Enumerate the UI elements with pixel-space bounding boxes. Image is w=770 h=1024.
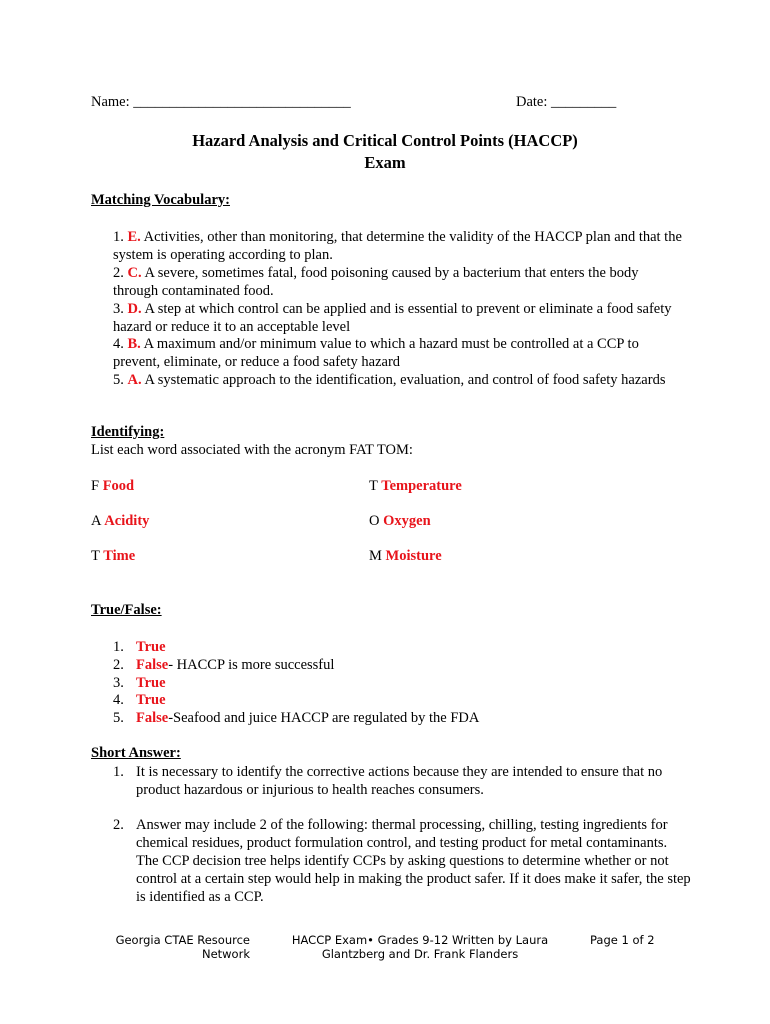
fattom-word: Acidity <box>104 513 150 529</box>
page-number: Page 1 of 2 <box>590 933 655 947</box>
fattom-word: Food <box>102 478 135 494</box>
fattom-letter: T <box>369 478 378 494</box>
vocab-definition: A maximum and/or minimum value to which a hazard must be controlled at a CCP to prevent, eliminate, or reduce a food safety hazard <box>113 336 639 370</box>
name-field-label: Name: ______________________________ <box>91 94 351 110</box>
sa-text: Answer may include 2 of the following: thermal processing, chilling, testing ingredients for chemical residues, product formulation control, and testing product for metal contaminants. The CCP decision tree helps identify CCPs by asking questions to determine whether or not control at a certain step would help in making the product safer. If it does make it safer, the step is identified as a CCP. <box>136 817 691 905</box>
short-answer-item <box>113 763 693 799</box>
vocab-definition: A step at which control can be applied and is essential to prevent or eliminate a food safety hazard or reduce it to an acceptable level <box>113 301 672 335</box>
tf-number: 4. <box>113 692 124 708</box>
sa-number: 1. <box>113 764 124 780</box>
true-false-heading: True/False: <box>91 602 162 618</box>
fattom-item <box>369 513 431 530</box>
fattom-item <box>369 548 442 565</box>
tf-answer: True <box>136 675 166 691</box>
true-false-item <box>113 691 166 709</box>
vocab-answer: A. <box>127 372 142 388</box>
vocab-answer: C. <box>127 265 142 281</box>
vocab-item-5 <box>113 371 683 389</box>
tf-answer: False <box>136 657 169 673</box>
fattom-letter: T <box>91 548 100 564</box>
tf-number: 3. <box>113 675 124 691</box>
title-line-2: Exam <box>364 153 406 172</box>
page-title <box>0 130 770 174</box>
tf-answer: True <box>136 639 166 655</box>
vocab-definition: A systematic approach to the identification, evaluation, and control of food safety hazards <box>144 372 666 388</box>
vocab-answer: D. <box>127 301 142 317</box>
tf-note: - HACCP is more successful <box>168 657 335 673</box>
sa-number: 2. <box>113 817 124 833</box>
tf-number: 1. <box>113 639 124 655</box>
vocab-item-4 <box>113 335 683 371</box>
vocab-item-2 <box>113 264 683 300</box>
identifying-prompt: List each word associated with the acronym FAT TOM: <box>91 442 413 458</box>
footer-left: Georgia CTAE Resource Network <box>115 933 250 961</box>
fattom-item <box>91 513 149 530</box>
vocab-number: 5. <box>113 372 124 388</box>
matching-vocabulary-heading: Matching Vocabulary: <box>91 192 230 208</box>
sa-text: It is necessary to identify the corrective actions because they are intended to ensure that no product hazardous or injurious to health reaches consumers. <box>136 764 663 798</box>
true-false-item <box>113 638 166 656</box>
true-false-item <box>113 656 334 674</box>
vocab-definition: Activities, other than monitoring, that determine the validity of the HACCP plan and that the system is operating according to plan. <box>113 229 682 263</box>
short-answer-item <box>113 816 693 906</box>
fattom-word: Time <box>103 548 136 564</box>
identifying-heading: Identifying: <box>91 424 165 440</box>
vocab-definition: A severe, sometimes fatal, food poisoning caused by a bacterium that enters the body through contaminated food. <box>113 265 639 299</box>
tf-note: -Seafood and juice HACCP are regulated by the FDA <box>168 710 480 726</box>
fattom-letter: M <box>369 548 382 564</box>
fattom-item <box>91 478 134 495</box>
date-field-label: Date: _________ <box>516 94 617 110</box>
fattom-letter: F <box>91 478 100 494</box>
footer-center: HACCP Exam• Grades 9-12 Written by Laura Glantzberg and Dr. Frank Flanders <box>291 933 549 961</box>
vocab-item-1 <box>113 228 683 264</box>
true-false-item <box>113 709 479 727</box>
fattom-word: Moisture <box>385 548 442 564</box>
vocab-number: 1. <box>113 229 124 245</box>
fattom-word: Oxygen <box>383 513 431 529</box>
fattom-letter: A <box>91 513 101 529</box>
vocab-answer: B. <box>127 336 141 352</box>
tf-number: 5. <box>113 710 124 726</box>
fattom-item <box>91 548 135 565</box>
short-answer-heading: Short Answer: <box>91 745 181 761</box>
vocab-number: 2. <box>113 265 124 281</box>
tf-answer: True <box>136 692 166 708</box>
tf-answer: False <box>136 710 169 726</box>
vocab-number: 4. <box>113 336 124 352</box>
fattom-item <box>369 478 462 495</box>
title-line-1: Hazard Analysis and Critical Control Points (HACCP) <box>192 131 578 150</box>
fattom-letter: O <box>369 513 380 529</box>
tf-number: 2. <box>113 657 124 673</box>
true-false-item <box>113 674 166 692</box>
vocab-number: 3. <box>113 301 124 317</box>
fattom-word: Temperature <box>381 478 462 494</box>
vocab-answer: E. <box>127 229 141 245</box>
vocab-item-3 <box>113 300 683 336</box>
